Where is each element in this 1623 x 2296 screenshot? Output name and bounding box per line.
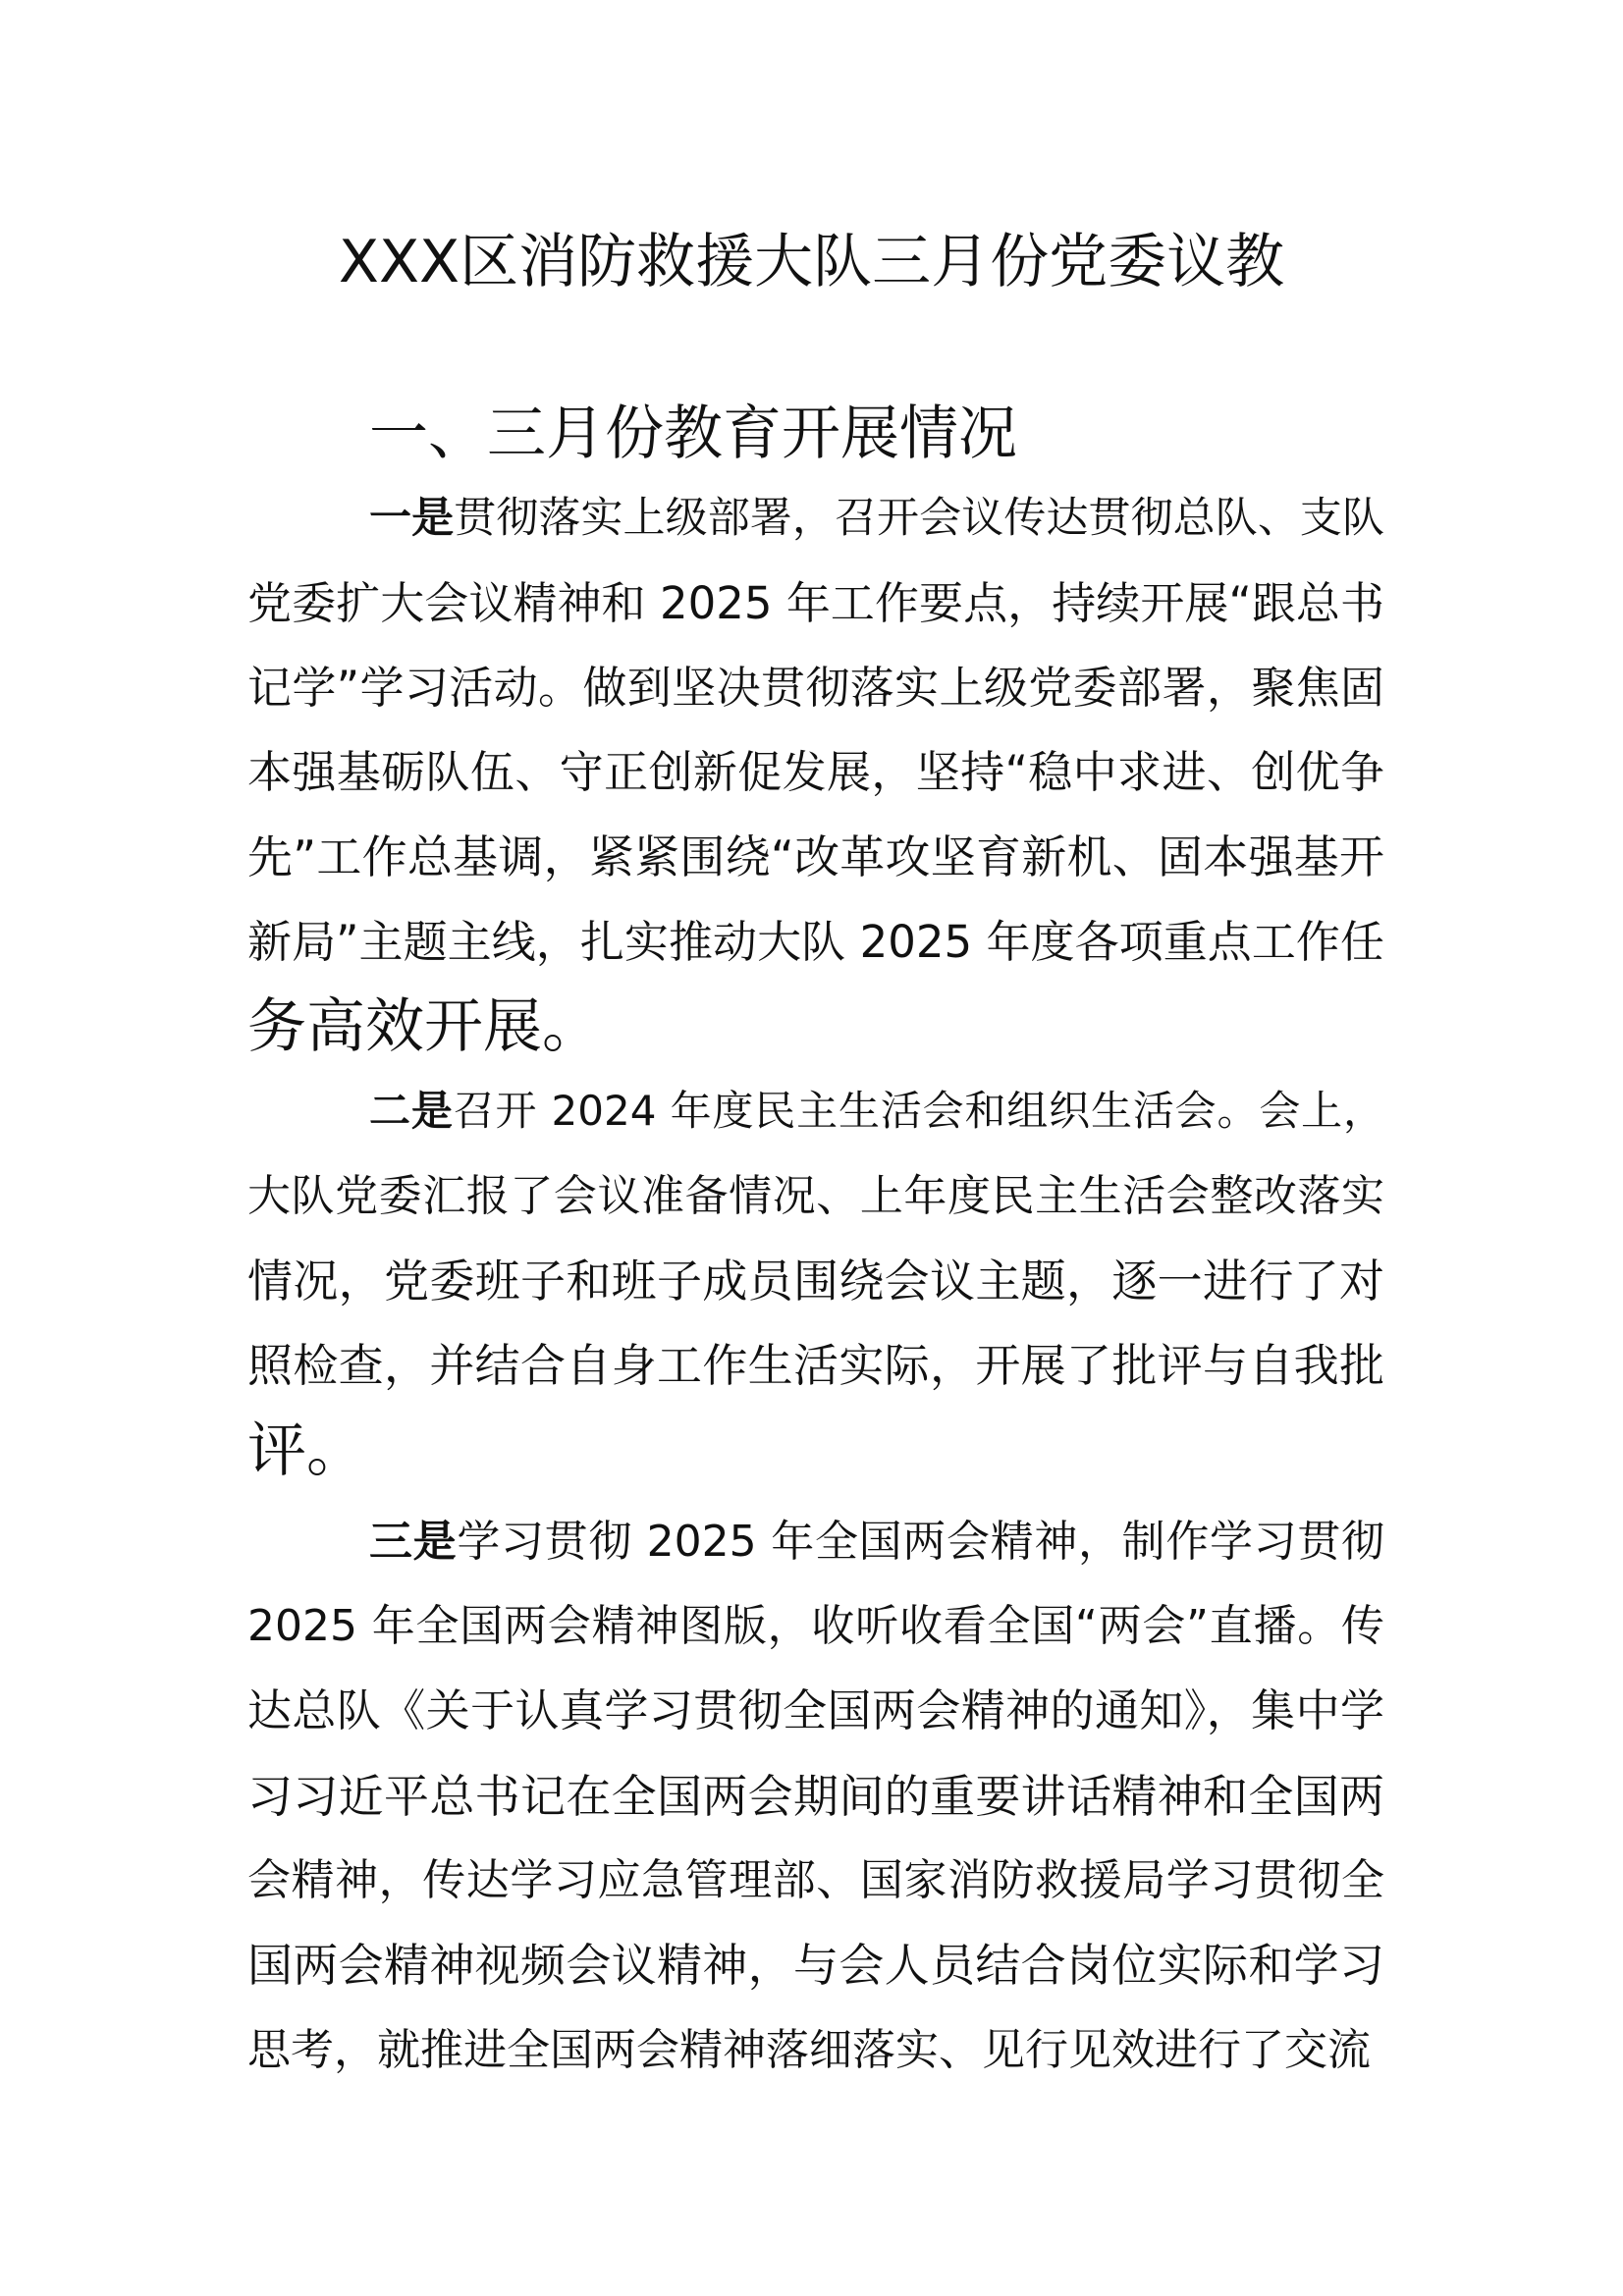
paragraph-2 — [247, 1069, 1384, 1492]
line-text: 贯彻落实上级部署，召开会议传达贯彻总队、支队 — [454, 494, 1385, 544]
line-text: 思考，就推进全国两会精神落细落实、见行见效进行了交流 — [247, 2024, 1371, 2075]
paragraph-line — [247, 1923, 1384, 2007]
line-text: 新局”主题主线，扎实推动大队 2025 年度各项重点工作任 — [247, 915, 1384, 968]
paragraphs — [247, 476, 1384, 2093]
line-text: 本强基砺队伍、守正创新促发展，坚持“稳中求进、创优争 — [247, 746, 1384, 799]
document-body — [247, 392, 1384, 2093]
line-text: 评。 — [247, 1415, 365, 1485]
line-text: 照检查，并结合自身工作生活实际，开展了批评与自我批 — [247, 1339, 1384, 1393]
paragraph-3 — [247, 1500, 1384, 2093]
paragraph-lead: 二是 — [369, 1087, 454, 1136]
paragraph-line — [247, 1754, 1384, 1839]
paragraph-line — [247, 1500, 1384, 1584]
paragraph-1 — [247, 476, 1384, 1069]
line-text: 大队党委汇报了会议准备情况、上年度民主生活会整改落实 — [247, 1170, 1384, 1221]
line-text: 达总队《关于认真学习贯彻全国两会精神的通知》，集中学 — [247, 1684, 1384, 1737]
line-text: 召开 2024 年度民主生活会和组织生活会。会上， — [453, 1087, 1384, 1136]
line-text: 会精神，传达学习应急管理部、国家消防救援局学习贯彻全 — [247, 1855, 1384, 1906]
paragraph-line — [247, 1584, 1384, 1669]
line-text: 习习近平总书记在全国两会期间的重要讲话精神和全国两 — [247, 1769, 1384, 1823]
paragraph-line — [247, 1839, 1384, 1923]
line-text: 记学”学习活动。做到坚决贯彻落实上级党委部署，聚焦固 — [247, 661, 1384, 714]
paragraph-line — [247, 1323, 1384, 1408]
paragraph-line — [247, 2008, 1384, 2093]
paragraph-line — [247, 1239, 1384, 1323]
paragraph-line — [247, 646, 1384, 730]
line-text: 党委扩大会议精神和 2025 年工作要点，持续开展“跟总书 — [247, 576, 1384, 629]
line-text: 国两会精神视频会议精神，与会人员结合岗位实际和学习 — [247, 1939, 1384, 1993]
document-title: XXX区消防救援大队三月份党委议教 — [338, 228, 1285, 296]
paragraph-line — [247, 1069, 1384, 1153]
paragraph-lead: 一是 — [369, 494, 455, 544]
line-text: 先”工作总基调，紧紧围绕“改革攻坚育新机、固本强基开 — [247, 830, 1384, 884]
paragraph-line — [247, 730, 1384, 815]
paragraph-line — [247, 985, 1384, 1069]
paragraph-line — [247, 1669, 1384, 1753]
paragraph-line — [247, 561, 1384, 646]
paragraph-line — [247, 900, 1384, 985]
line-text: 2025 年全国两会精神图版，收听收看全国“两会”直播。传 — [247, 1601, 1384, 1652]
line-text: 情况，党委班子和班子成员围绕会议主题，逐一进行了对 — [247, 1254, 1384, 1308]
line-text: 务高效开展。 — [247, 992, 601, 1062]
section-heading: 一、三月份教育开展情况 — [369, 400, 1017, 468]
paragraph-line — [247, 815, 1384, 899]
line-text: 学习贯彻 2025 年全国两会精神，制作学习贯彻 — [457, 1516, 1385, 1567]
paragraph-line — [247, 476, 1384, 561]
paragraph-line — [247, 1154, 1384, 1239]
paragraph-line — [247, 1409, 1384, 1493]
paragraph-lead: 三是 — [369, 1516, 458, 1567]
